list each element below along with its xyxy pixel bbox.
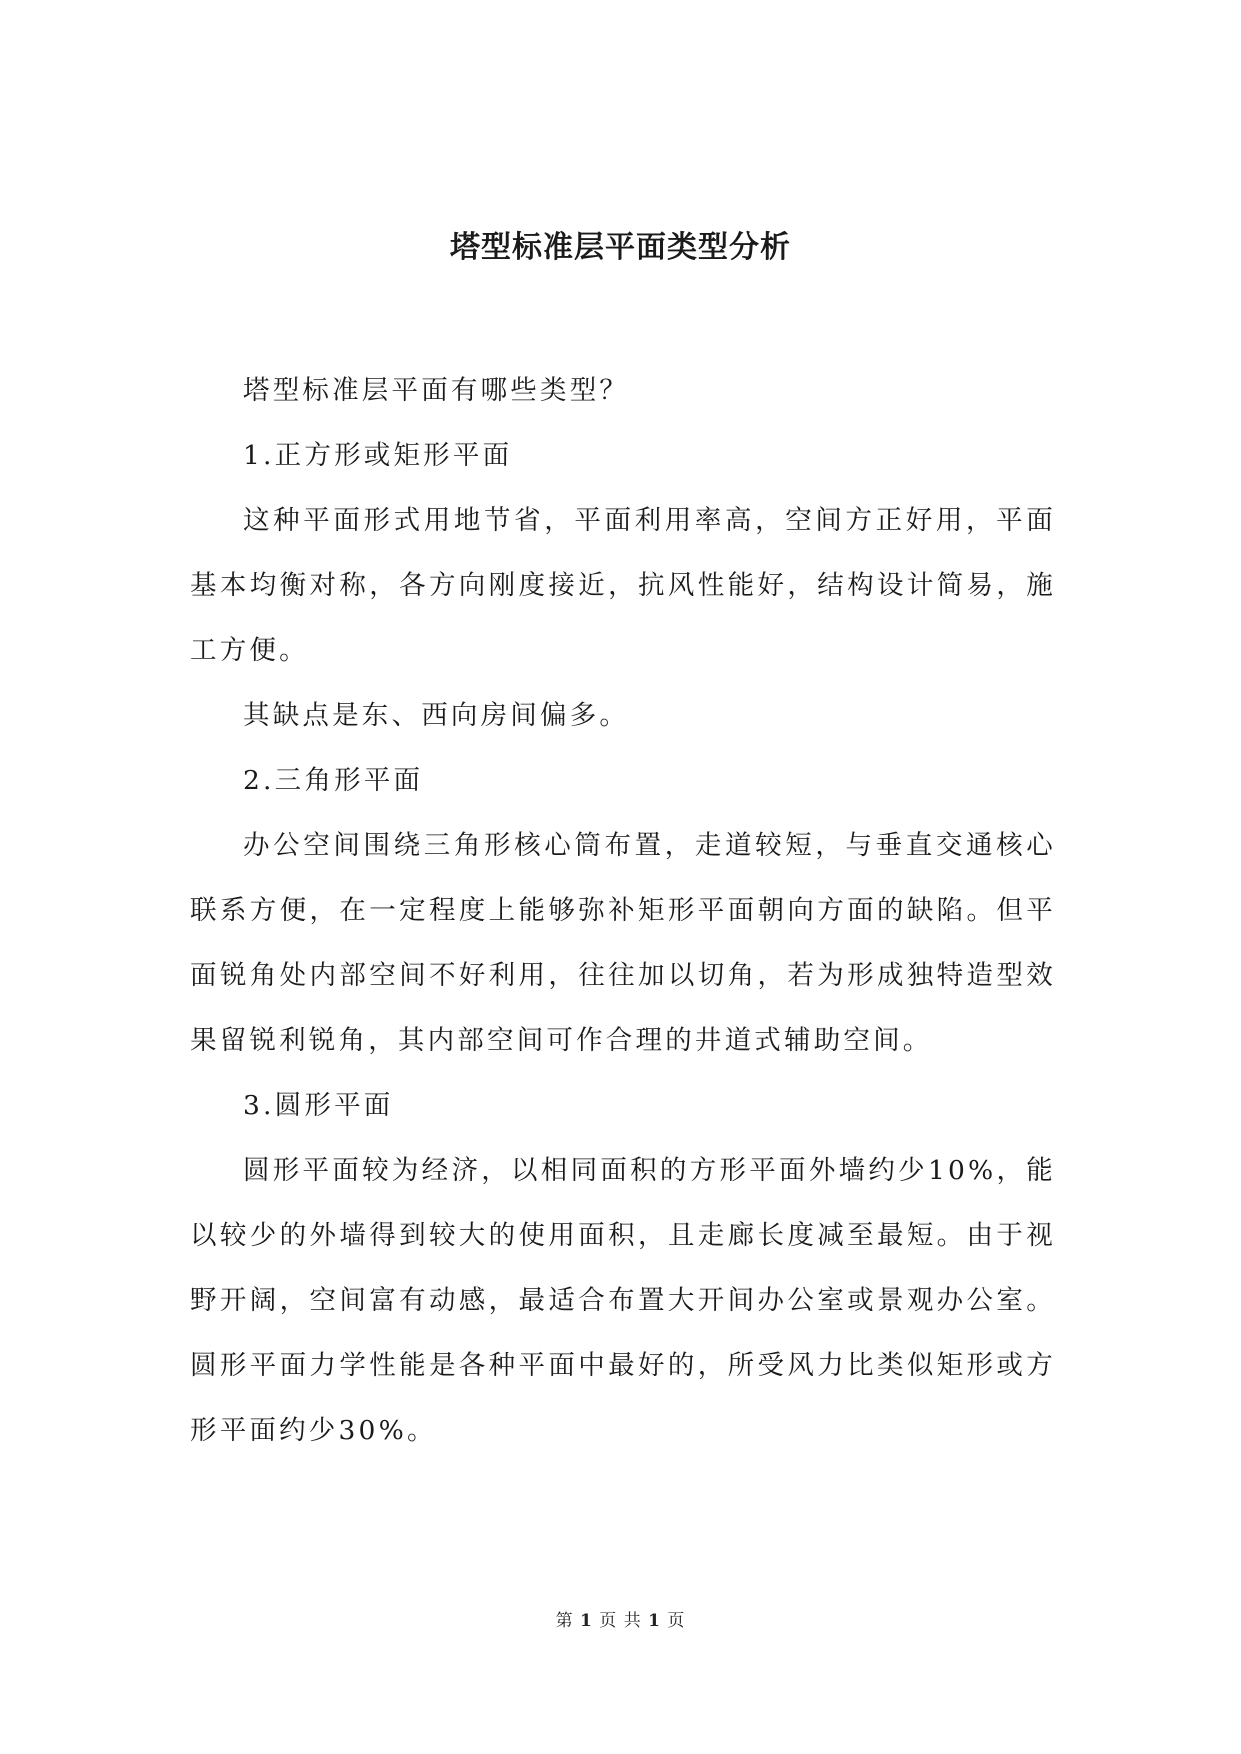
footer-prefix: 第 xyxy=(555,1611,574,1631)
footer-current-page: 1 xyxy=(580,1611,593,1631)
paragraph-question: 塔型标准层平面有哪些类型？ xyxy=(243,375,630,406)
page-number-footer xyxy=(0,1609,1241,1633)
heading-triangle-plan: 2.三角形平面 xyxy=(243,765,424,796)
document-title: 塔型标准层平面类型分析 xyxy=(450,230,791,265)
document-body xyxy=(190,358,1056,1463)
heading-circle-plan: 3.圆形平面 xyxy=(243,1090,394,1121)
footer-middle: 页 共 xyxy=(599,1611,642,1631)
footer-total-pages: 1 xyxy=(648,1611,661,1631)
paragraph-circle-plan: 圆形平面较为经济，以相同面积的方形平面外墙约少10%，能以较少的外墙得到较大的使用面积，且走廊长度减至最短。由于视野开阔，空间富有动感，最适合布置大开间办公室或景观办公室。圆形平面力学性能是各种平面中最好的，所受风力比类似矩形或方形平面约少30%。 xyxy=(190,1155,1056,1446)
paragraph-square-rect-advantages: 这种平面形式用地节省，平面利用率高，空间方正好用，平面基本均衡对称，各方向刚度接近，抗风性能好，结构设计简易，施工方便。 xyxy=(190,505,1056,666)
footer-suffix: 页 xyxy=(667,1611,686,1631)
paragraph-square-rect-disadvantages: 其缺点是东、西向房间偏多。 xyxy=(243,700,630,731)
heading-square-rect-plan: 1.正方形或矩形平面 xyxy=(243,440,513,471)
paragraph-triangle-plan: 办公空间围绕三角形核心筒布置，走道较短，与垂直交通核心联系方便，在一定程度上能够弥补矩形平面朝向方面的缺陷。但平面锐角处内部空间不好利用，往往加以切角，若为形成独特造型效果留锐利锐角，其内部空间可作合理的井道式辅助空间。 xyxy=(190,830,1056,1056)
